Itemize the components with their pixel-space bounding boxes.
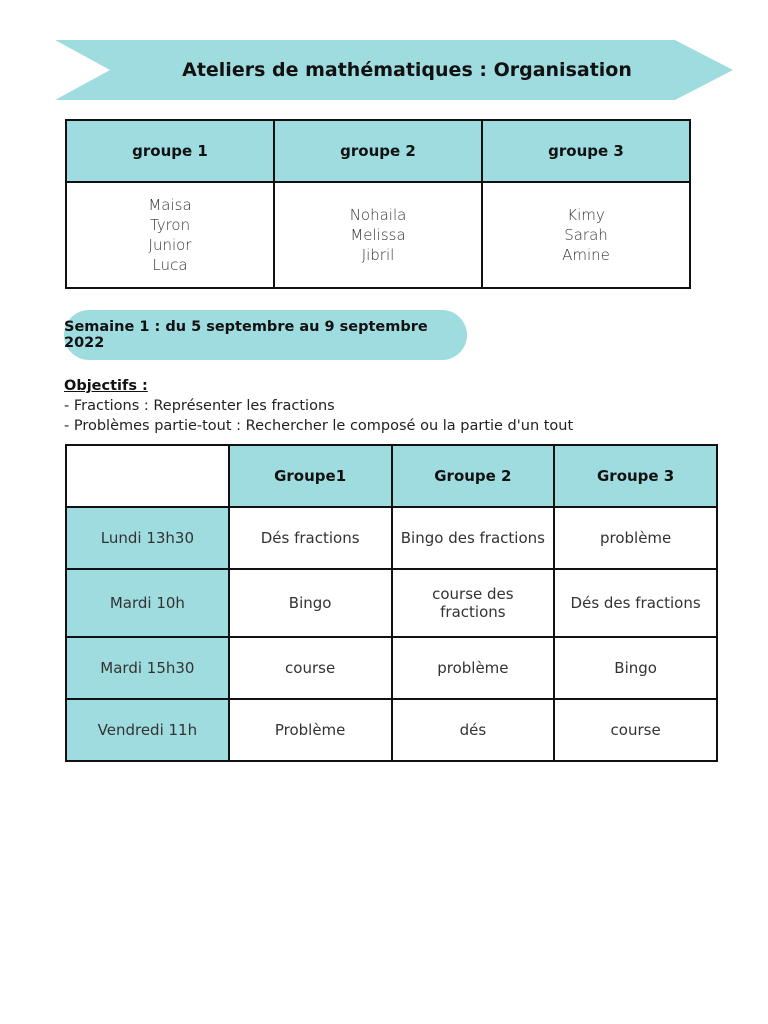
activity-cell: Bingo bbox=[229, 569, 392, 637]
group-members-cell bbox=[66, 182, 274, 288]
member-name: Nohaila bbox=[349, 206, 407, 224]
member-name: Luca bbox=[152, 256, 188, 274]
groups-header-row bbox=[66, 120, 690, 182]
activity-cell: Dés fractions bbox=[229, 507, 392, 569]
activity-cell: problème bbox=[554, 507, 717, 569]
schedule-group-header: Groupe 2 bbox=[392, 445, 555, 507]
member-name: Amine bbox=[562, 246, 610, 264]
activity-cell: Bingo des fractions bbox=[392, 507, 555, 569]
group-header: groupe 2 bbox=[274, 120, 482, 182]
member-name: Melissa bbox=[350, 226, 406, 244]
activity-cell: Bingo bbox=[554, 637, 717, 699]
member-name: Maisa bbox=[148, 196, 192, 214]
page-title: Ateliers de mathématiques : Organisation bbox=[182, 59, 632, 81]
schedule-row bbox=[66, 507, 717, 569]
group-members-cell bbox=[482, 182, 690, 288]
activity-cell: Problème bbox=[229, 699, 392, 761]
group-header: groupe 1 bbox=[66, 120, 274, 182]
activity-cell: problème bbox=[392, 637, 555, 699]
member-name: Jibril bbox=[361, 246, 395, 264]
group-members-cell bbox=[274, 182, 482, 288]
member-name: Kimy bbox=[567, 206, 605, 224]
title-banner bbox=[55, 40, 733, 100]
schedule-corner-cell bbox=[66, 445, 229, 507]
time-slot-cell: Mardi 15h30 bbox=[66, 637, 229, 699]
member-name: Junior bbox=[148, 236, 192, 254]
activity-cell: dés bbox=[392, 699, 555, 761]
member-name: Tyron bbox=[149, 216, 191, 234]
objectives-section bbox=[64, 376, 573, 436]
objectives-title: Objectifs : bbox=[64, 378, 148, 394]
activity-cell: Dés des fractions bbox=[554, 569, 717, 637]
groups-members-row bbox=[66, 182, 690, 288]
schedule-table bbox=[65, 444, 718, 762]
schedule-row bbox=[66, 637, 717, 699]
schedule-row bbox=[66, 569, 717, 637]
objective-item: - Problèmes partie-tout : Rechercher le composé ou la partie d'un tout bbox=[64, 418, 574, 434]
group-header: groupe 3 bbox=[482, 120, 690, 182]
activity-cell: course bbox=[229, 637, 392, 699]
time-slot-cell: Mardi 10h bbox=[66, 569, 229, 637]
schedule-group-header: Groupe1 bbox=[229, 445, 392, 507]
week-label: Semaine 1 : du 5 septembre au 9 septembre 2022 bbox=[64, 310, 467, 360]
schedule-header-row bbox=[66, 445, 717, 507]
activity-cell: course bbox=[554, 699, 717, 761]
time-slot-cell: Lundi 13h30 bbox=[66, 507, 229, 569]
schedule-row bbox=[66, 699, 717, 761]
objective-item: - Fractions : Représenter les fractions bbox=[64, 398, 335, 414]
groups-table bbox=[65, 119, 691, 289]
activity-cell: course des fractions bbox=[392, 569, 555, 637]
time-slot-cell: Vendredi 11h bbox=[66, 699, 229, 761]
schedule-group-header: Groupe 3 bbox=[554, 445, 717, 507]
member-name: Sarah bbox=[564, 226, 608, 244]
